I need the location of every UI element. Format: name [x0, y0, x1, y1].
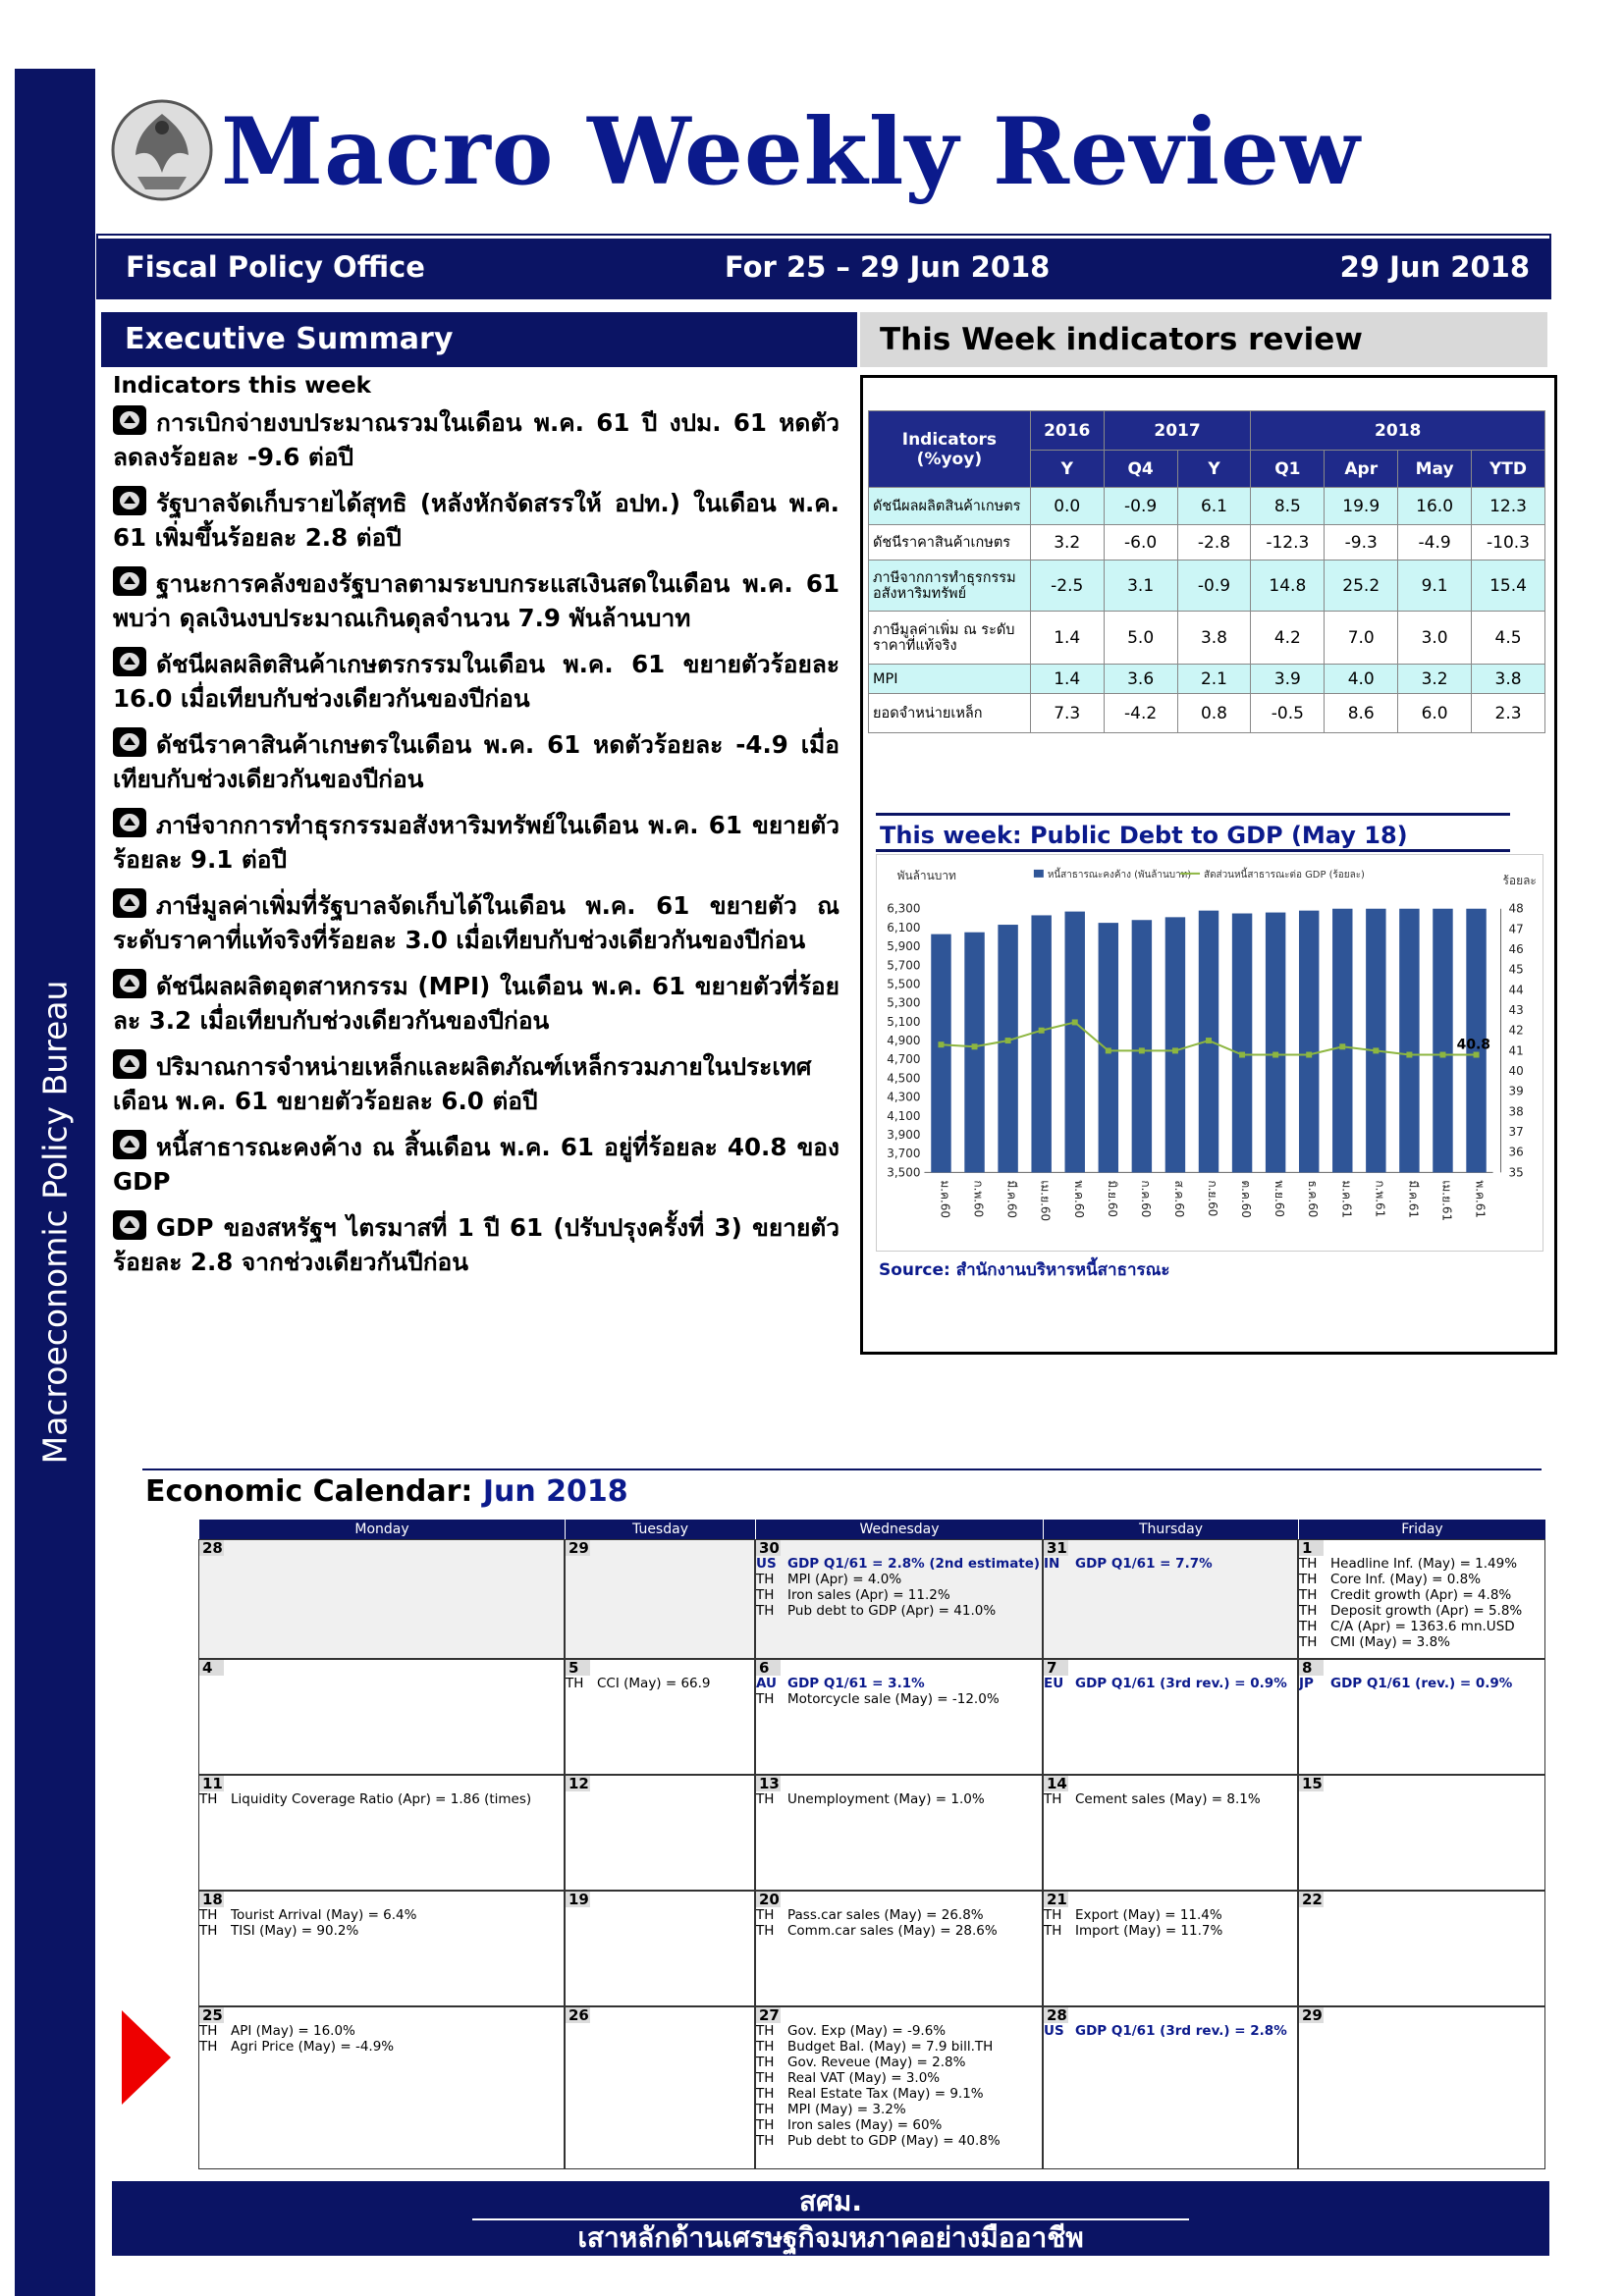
- up-arrow-bullet-icon: [113, 1049, 146, 1079]
- left-tick-label: 3,700: [887, 1147, 921, 1161]
- calendar-day-cell: [1043, 1891, 1298, 2006]
- debt-bar: [1399, 909, 1419, 1173]
- side-label: Macroeconomic Policy Bureau: [35, 980, 75, 1465]
- x-tick-label: มิ.ย.60: [1105, 1180, 1119, 1218]
- calendar-month: Jun 2018: [482, 1474, 628, 1509]
- calendar-title: Economic Calendar: Jun 2018: [145, 1474, 628, 1509]
- calendar-event: TH Budget Bal. (May) = 7.9 bill.TH: [756, 2039, 994, 2055]
- calendar-event: TH Real Estate Tax (May) = 9.1%: [756, 2086, 984, 2102]
- summary-item: GDP ของสหรัฐฯ ไตรมาสที่ 1 ปี 61 (ปรับปรุงครั้งที่ 3) ขยายตัวร้อยละ 2.8 จากช่วงเดียวกันปีก่อน: [113, 1210, 839, 1279]
- table-cell: 12.3: [1472, 488, 1545, 525]
- calendar-week: [198, 1539, 1545, 1659]
- summary-item: ดัชนีผลผลิตอุตสาหกรรม (MPI) ในเดือน พ.ค. 61 ขยายตัวที่ร้อยละ 3.2 เมื่อเทียบกับช่วงเดียวกันของปีก่อน: [113, 969, 839, 1038]
- calendar-event: TH API (May) = 16.0%: [199, 2023, 355, 2039]
- debt-ratio-point: [938, 1041, 944, 1047]
- calendar-event: JP GDP Q1/61 (rev.) = 0.9%: [1299, 1676, 1513, 1691]
- calendar-week: [198, 1891, 1545, 2006]
- period-head: Q1: [1251, 451, 1325, 488]
- table-cell: 1.4: [1030, 665, 1104, 694]
- left-tick-label: 4,100: [887, 1108, 921, 1123]
- day-number: 30: [756, 1540, 781, 1556]
- table-cell: -2.8: [1177, 525, 1251, 561]
- day-number: 25: [199, 2007, 224, 2023]
- debt-bar: [1366, 909, 1385, 1173]
- executive-summary-heading: Executive Summary: [101, 312, 857, 367]
- debt-ratio-point: [1272, 1052, 1278, 1058]
- table-cell: 3.6: [1104, 665, 1177, 694]
- calendar-event: TH Comm.car sales (May) = 28.6%: [756, 1923, 998, 1939]
- row-label: ภาษีมูลค่าเพิ่ม ณ ระดับราคาที่แท้จริง: [869, 612, 1031, 665]
- public-debt-chart: [876, 854, 1543, 1252]
- x-tick-label: ส.ค.60: [1171, 1180, 1186, 1218]
- right-tick-label: 44: [1508, 983, 1524, 997]
- up-arrow-bullet-icon: [113, 566, 146, 596]
- table-cell: 3.8: [1472, 665, 1545, 694]
- table-cell: 8.6: [1325, 694, 1398, 733]
- debt-ratio-point: [1373, 1047, 1379, 1053]
- up-arrow-bullet-icon: [113, 969, 146, 998]
- right-tick-label: 41: [1508, 1043, 1524, 1058]
- up-arrow-bullet-icon: [113, 727, 146, 757]
- up-arrow-bullet-icon: [113, 808, 146, 837]
- period-head: Y: [1030, 451, 1104, 488]
- row-label: ดัชนีผลผลิตสินค้าเกษตร: [869, 488, 1031, 525]
- calendar-rule: [142, 1468, 1542, 1470]
- debt-bar: [1299, 911, 1319, 1173]
- calendar-day-cell: [198, 1891, 565, 2006]
- calendar-event: TH Gov. Reveue (May) = 2.8%: [756, 2055, 966, 2070]
- day-number: 19: [566, 1892, 590, 1907]
- calendar-day-cell: [755, 1891, 1043, 2006]
- x-tick-label: พ.ย.60: [1272, 1180, 1287, 1218]
- table-cell: 15.4: [1472, 561, 1545, 612]
- table-cell: 3.2: [1030, 525, 1104, 561]
- debt-ratio-point: [1239, 1052, 1245, 1058]
- table-cell: 8.5: [1251, 488, 1325, 525]
- day-number: 28: [1044, 2007, 1068, 2023]
- table-cell: 14.8: [1251, 561, 1325, 612]
- debt-bar: [1433, 909, 1452, 1173]
- debt-ratio-point: [1439, 1052, 1445, 1058]
- table-label-head: Indicators (%yoy): [869, 411, 1031, 488]
- table-cell: -9.3: [1325, 525, 1398, 561]
- debt-ratio-point: [972, 1043, 978, 1049]
- calendar-day-cell: [1298, 2006, 1545, 2169]
- table-cell: -0.5: [1251, 694, 1325, 733]
- calendar-event: TH TISI (May) = 90.2%: [199, 1923, 359, 1939]
- right-tick-label: 38: [1508, 1104, 1524, 1119]
- table-cell: 7.3: [1030, 694, 1104, 733]
- footer-slogan: เสาหลักด้านเศรษฐกิจมหภาคอย่างมืออาชีพ: [577, 2221, 1084, 2254]
- calendar-day-cell: [755, 1775, 1043, 1891]
- day-number: 22: [1299, 1892, 1324, 1907]
- year-2018: 2018: [1251, 411, 1545, 451]
- left-tick-label: 6,100: [887, 920, 921, 934]
- legend-entry: หนี้สาธารณะคงค้าง (พันล้านบาท): [1047, 869, 1192, 881]
- calendar-day-cell: [1298, 1891, 1545, 2006]
- left-tick-label: 6,300: [887, 901, 921, 916]
- calendar-day-cell: [565, 1775, 755, 1891]
- calendar-day-cell: [198, 1539, 565, 1659]
- report-date: 29 Jun 2018: [1339, 250, 1530, 284]
- table-row: [869, 665, 1545, 694]
- right-tick-label: 48: [1508, 901, 1524, 916]
- x-tick-label: ก.ย.60: [1206, 1180, 1220, 1217]
- row-label: ดัชนีราคาสินค้าเกษตร: [869, 525, 1031, 561]
- calendar-event: TH Real VAT (May) = 3.0%: [756, 2070, 941, 2086]
- x-tick-label: ก.พ.61: [1373, 1180, 1387, 1218]
- footer-bar: [112, 2181, 1549, 2256]
- calendar-day-cell: [1043, 2006, 1298, 2169]
- table-cell: 4.0: [1325, 665, 1398, 694]
- left-axis-label: พันล้านบาท: [896, 868, 956, 882]
- calendar-event: TH Agri Price (May) = -4.9%: [199, 2039, 395, 2055]
- current-week-arrow-icon: [122, 2010, 171, 2105]
- calendar-day-cell: [565, 1659, 755, 1775]
- debt-bar: [931, 934, 950, 1173]
- debt-bar: [1132, 920, 1152, 1172]
- calendar-event: TH C/A (Apr) = 1363.6 mn.USD: [1299, 1619, 1515, 1634]
- debt-ratio-point: [1306, 1052, 1312, 1058]
- table-cell: 5.0: [1104, 612, 1177, 665]
- calendar-day-header: [198, 1520, 1545, 1539]
- year-2017: 2017: [1104, 411, 1251, 451]
- table-row: [869, 561, 1545, 612]
- x-tick-label: ต.ค.60: [1239, 1180, 1254, 1218]
- row-label: MPI: [869, 665, 1031, 694]
- debt-ratio-point: [1039, 1028, 1045, 1034]
- day-number: 6: [756, 1660, 781, 1676]
- row-label: ภาษีจากการทำธุรกรรมอสังหาริมทรัพย์: [869, 561, 1031, 612]
- right-tick-label: 35: [1508, 1165, 1524, 1180]
- row-label: ยอดจำหน่ายเหล็ก: [869, 694, 1031, 733]
- summary-list: [113, 405, 839, 1291]
- left-tick-label: 5,900: [887, 939, 921, 954]
- calendar-week: [198, 1659, 1545, 1775]
- right-tick-label: 39: [1508, 1084, 1524, 1098]
- debt-bar: [998, 925, 1017, 1172]
- debt-bar: [1232, 914, 1252, 1173]
- debt-bar: [1099, 923, 1118, 1172]
- up-arrow-bullet-icon: [113, 888, 146, 918]
- year-2016: 2016: [1030, 411, 1104, 451]
- day-number: 28: [199, 1540, 224, 1556]
- table-row: [869, 612, 1545, 665]
- left-tick-label: 5,100: [887, 1014, 921, 1029]
- table-cell: 6.1: [1177, 488, 1251, 525]
- calendar-week: [198, 1775, 1545, 1891]
- calendar-day-cell: [1043, 1659, 1298, 1775]
- up-arrow-bullet-icon: [113, 486, 146, 515]
- up-arrow-bullet-icon: [113, 1210, 146, 1240]
- up-arrow-bullet-icon: [113, 647, 146, 676]
- calendar-day-cell: [755, 1539, 1043, 1659]
- table-cell: 2.1: [1177, 665, 1251, 694]
- day-number: 5: [566, 1660, 590, 1676]
- calendar-event: TH CMI (May) = 3.8%: [1299, 1634, 1450, 1650]
- period-head: Q4: [1104, 451, 1177, 488]
- calendar-day-cell: [198, 1659, 565, 1775]
- calendar-event: TH Iron sales (May) = 60%: [756, 2117, 943, 2133]
- calendar-day-cell: [565, 1539, 755, 1659]
- calendar-event: TH MPI (May) = 3.2%: [756, 2102, 906, 2117]
- table-cell: 3.0: [1398, 612, 1472, 665]
- x-tick-label: ก.ค.60: [1138, 1180, 1153, 1218]
- day-number: 31: [1044, 1540, 1068, 1556]
- left-tick-label: 5,500: [887, 977, 921, 991]
- debt-ratio-point: [1106, 1047, 1111, 1053]
- debt-ratio-point: [1005, 1038, 1011, 1043]
- table-cell: 3.2: [1398, 665, 1472, 694]
- day-number: 7: [1044, 1660, 1068, 1676]
- calendar-day-cell: [565, 2006, 755, 2169]
- calendar-day-cell: [198, 2006, 565, 2169]
- table-cell: 6.0: [1398, 694, 1472, 733]
- summary-item: ดัชนีผลผลิตสินค้าเกษตรกรรมในเดือน พ.ค. 61 ขยายตัวร้อยละ 16.0 เมื่อเทียบกับช่วงเดียวกันของปีก่อน: [113, 647, 839, 716]
- period-head: YTD: [1472, 451, 1545, 488]
- debt-bar: [1165, 917, 1185, 1172]
- calendar-day-cell: [1298, 1659, 1545, 1775]
- table-row: [869, 488, 1545, 525]
- table-cell: 1.4: [1030, 612, 1104, 665]
- table-cell: 25.2: [1325, 561, 1398, 612]
- x-tick-label: เม.ย.61: [1439, 1180, 1454, 1222]
- calendar-event: US GDP Q1/61 (3rd rev.) = 2.8%: [1044, 2023, 1287, 2039]
- calendar-event: TH Credit growth (Apr) = 4.8%: [1299, 1587, 1512, 1603]
- right-tick-label: 45: [1508, 962, 1524, 977]
- office-name: Fiscal Policy Office: [126, 250, 425, 284]
- day-number: 21: [1044, 1892, 1068, 1907]
- header-bar: [98, 236, 1549, 297]
- calendar-event: TH Headline Inf. (May) = 1.49%: [1299, 1556, 1518, 1572]
- indicators-subheading: Indicators this week: [113, 373, 371, 399]
- table-row: [869, 525, 1545, 561]
- day-number: 20: [756, 1892, 781, 1907]
- table-cell: 16.0: [1398, 488, 1472, 525]
- table-cell: -4.2: [1104, 694, 1177, 733]
- debt-ratio-point: [1206, 1038, 1212, 1043]
- table-cell: 3.9: [1251, 665, 1325, 694]
- weekday-label: Monday: [198, 1520, 565, 1539]
- day-number: 11: [199, 1776, 224, 1791]
- table-cell: 3.8: [1177, 612, 1251, 665]
- calendar-event: TH Iron sales (Apr) = 11.2%: [756, 1587, 950, 1603]
- table-cell: -0.9: [1104, 488, 1177, 525]
- period-head: Apr: [1325, 451, 1398, 488]
- table-cell: -4.9: [1398, 525, 1472, 561]
- debt-ratio-point: [1072, 1019, 1078, 1025]
- indicators-table: [868, 410, 1545, 733]
- x-tick-label: พ.ค.61: [1473, 1180, 1488, 1218]
- table-cell: 19.9: [1325, 488, 1398, 525]
- day-number: 15: [1299, 1776, 1324, 1791]
- weekday-label: Wednesday: [755, 1520, 1043, 1539]
- indicators-review-heading: This Week indicators review: [860, 312, 1547, 367]
- table-cell: 3.1: [1104, 561, 1177, 612]
- calendar-day-cell: [1043, 1539, 1298, 1659]
- day-number: 26: [566, 2007, 590, 2023]
- calendar-event: TH Pass.car sales (May) = 26.8%: [756, 1907, 984, 1923]
- weekday-label: Friday: [1298, 1520, 1545, 1539]
- calendar-event: TH Cement sales (May) = 8.1%: [1044, 1791, 1261, 1807]
- calendar-event: TH Core Inf. (May) = 0.8%: [1299, 1572, 1482, 1587]
- debt-bar: [1031, 915, 1051, 1172]
- calendar-event: IN GDP Q1/61 = 7.7%: [1044, 1556, 1213, 1572]
- calendar-event: TH Unemployment (May) = 1.0%: [756, 1791, 985, 1807]
- chart-source: Source: สำนักงานบริหารหนี้สาธารณะ: [879, 1260, 1170, 1280]
- calendar-day-cell: [1298, 1539, 1545, 1659]
- calendar-day-cell: [1298, 1775, 1545, 1891]
- period-head: Y: [1177, 451, 1251, 488]
- right-tick-label: 46: [1508, 942, 1524, 957]
- calendar-event: TH Deposit growth (Apr) = 5.8%: [1299, 1603, 1523, 1619]
- table-cell: -10.3: [1472, 525, 1545, 561]
- calendar-event: TH Tourist Arrival (May) = 6.4%: [199, 1907, 417, 1923]
- left-tick-label: 4,300: [887, 1090, 921, 1104]
- table-row: [869, 694, 1545, 733]
- table-cell: 9.1: [1398, 561, 1472, 612]
- table-cell: -0.9: [1177, 561, 1251, 612]
- debt-bar: [1266, 913, 1285, 1173]
- day-number: 27: [756, 2007, 781, 2023]
- left-tick-label: 4,900: [887, 1034, 921, 1048]
- calendar-event: TH Pub debt to GDP (May) = 40.8%: [756, 2133, 1001, 2149]
- table-cell: 0.0: [1030, 488, 1104, 525]
- day-number: 12: [566, 1776, 590, 1791]
- calendar-event: EU GDP Q1/61 (3rd rev.) = 0.9%: [1044, 1676, 1287, 1691]
- right-tick-label: 40: [1508, 1064, 1524, 1079]
- calendar-event: TH MPI (Apr) = 4.0%: [756, 1572, 902, 1587]
- debt-ratio-point: [1172, 1047, 1178, 1053]
- summary-item: ปริมาณการจำหน่ายเหล็กและผลิตภัณฑ์เหล็กรวมภายในประเทศ เดือน พ.ค. 61 ขยายตัวร้อยละ 6.0 ต่อปี: [113, 1049, 839, 1118]
- summary-item: ดัชนีราคาสินค้าเกษตรในเดือน พ.ค. 61 หดตัวร้อยละ -4.9 เมื่อเทียบกับช่วงเดียวกันของปีก่อน: [113, 727, 839, 796]
- footer-org: สศม.: [799, 2185, 862, 2217]
- x-tick-label: ก.พ.60: [971, 1180, 986, 1218]
- calendar-day-cell: [1043, 1775, 1298, 1891]
- day-number: 1: [1299, 1540, 1324, 1556]
- debt-ratio-point: [1339, 1043, 1345, 1049]
- table-cell: 7.0: [1325, 612, 1398, 665]
- day-number: 13: [756, 1776, 781, 1791]
- table-cell: 0.8: [1177, 694, 1251, 733]
- calendar-event: TH Liquidity Coverage Ratio (Apr) = 1.86 (times): [199, 1791, 532, 1807]
- calendar-event: TH Import (May) = 11.7%: [1044, 1923, 1223, 1939]
- legend-entry: สัดส่วนหนี้สาธารณะต่อ GDP (ร้อยละ): [1204, 869, 1365, 881]
- debt-bar: [1065, 912, 1085, 1173]
- calendar-day-cell: [565, 1891, 755, 2006]
- summary-item: ภาษีจากการทำธุรกรรมอสังหาริมทรัพย์ในเดือน พ.ค. 61 ขยายตัว ร้อยละ 9.1 ต่อปี: [113, 808, 839, 877]
- left-tick-label: 5,700: [887, 958, 921, 973]
- right-tick-label: 47: [1508, 922, 1524, 936]
- right-tick-label: 37: [1508, 1125, 1524, 1140]
- debt-chart-title: This week: Public Debt to GDP (May 18): [876, 813, 1510, 852]
- last-value-label: 40.8: [1456, 1037, 1490, 1053]
- period-head: May: [1398, 451, 1472, 488]
- summary-item: การเบิกจ่ายงบประมาณรวมในเดือน พ.ค. 61 ปี งปม. 61 หดตัวลดลงร้อยละ -9.6 ต่อปี: [113, 405, 839, 474]
- summary-item: รัฐบาลจัดเก็บรายได้สุทธิ (หลังหักจัดสรรให้ อปท.) ในเดือน พ.ค. 61 เพิ่มขึ้นร้อยละ 2.8 ต่อปี: [113, 486, 839, 555]
- x-tick-label: ม.ค.61: [1339, 1180, 1354, 1218]
- x-tick-label: มี.ค.60: [1004, 1180, 1019, 1218]
- left-tick-label: 3,500: [887, 1165, 921, 1180]
- day-number: 18: [199, 1892, 224, 1907]
- table-cell: -6.0: [1104, 525, 1177, 561]
- table-cell: -2.5: [1030, 561, 1104, 612]
- side-bar: [15, 69, 95, 2296]
- calendar-event: AU GDP Q1/61 = 3.1%: [756, 1676, 925, 1691]
- calendar-event: TH Motorcycle sale (May) = -12.0%: [756, 1691, 1000, 1707]
- day-number: 29: [566, 1540, 590, 1556]
- table-cell: 2.3: [1472, 694, 1545, 733]
- x-tick-label: ม.ค.60: [938, 1180, 952, 1218]
- calendar-day-cell: [755, 2006, 1043, 2169]
- left-tick-label: 4,500: [887, 1071, 921, 1086]
- x-tick-label: เม.ย.60: [1038, 1180, 1053, 1222]
- x-tick-label: ธ.ค.60: [1306, 1180, 1321, 1218]
- left-tick-label: 4,700: [887, 1052, 921, 1067]
- left-tick-label: 3,900: [887, 1127, 921, 1142]
- summary-item: ฐานะการคลังของรัฐบาลตามระบบกระแสเงินสดในเดือน พ.ค. 61 พบว่า ดุลเงินงบประมาณเกินดุลจำนวน 7.9 พันล้านบาท: [113, 566, 839, 635]
- day-number: 4: [199, 1660, 224, 1676]
- economic-calendar: [198, 1520, 1545, 2169]
- right-tick-label: 43: [1508, 1003, 1524, 1018]
- calendar-day-cell: [198, 1775, 565, 1891]
- calendar-event: TH Gov. Exp (May) = -9.6%: [756, 2023, 947, 2039]
- table-cell: -12.3: [1251, 525, 1325, 561]
- x-tick-label: พ.ค.60: [1071, 1180, 1086, 1218]
- calendar-event: TH Export (May) = 11.4%: [1044, 1907, 1222, 1923]
- page-title: Macro Weekly Review: [221, 98, 1361, 206]
- weekday-label: Tuesday: [565, 1520, 755, 1539]
- x-tick-label: มี.ค.61: [1406, 1180, 1421, 1218]
- debt-bar: [964, 933, 984, 1173]
- day-number: 8: [1299, 1660, 1324, 1676]
- debt-ratio-point: [1139, 1047, 1145, 1053]
- summary-item: ภาษีมูลค่าเพิ่มที่รัฐบาลจัดเก็บได้ในเดือน พ.ค. 61 ขยายตัว ณ ระดับราคาที่แท้จริงที่ร้อยละ 3.0 เมื่อเทียบกับช่วงเดียวกันของปีก่อน: [113, 888, 839, 957]
- debt-bar: [1332, 909, 1352, 1173]
- calendar-event: TH CCI (May) = 66.9: [566, 1676, 711, 1691]
- day-number: 14: [1044, 1776, 1068, 1791]
- table-cell: 4.2: [1251, 612, 1325, 665]
- right-tick-label: 36: [1508, 1145, 1524, 1159]
- legend-bar-swatch: [1034, 870, 1044, 878]
- up-arrow-bullet-icon: [113, 405, 146, 435]
- weekday-label: Thursday: [1043, 1520, 1298, 1539]
- summary-item: หนี้สาธารณะคงค้าง ณ สิ้นเดือน พ.ค. 61 อยู่ที่ร้อยละ 40.8 ของ GDP: [113, 1130, 839, 1199]
- up-arrow-bullet-icon: [113, 1130, 146, 1159]
- debt-ratio-point: [1406, 1052, 1412, 1058]
- table-cell: 4.5: [1472, 612, 1545, 665]
- report-period: For 25 – 29 Jun 2018: [725, 250, 1051, 284]
- left-tick-label: 5,300: [887, 995, 921, 1010]
- garuda-emblem: [108, 96, 216, 204]
- day-number: 29: [1299, 2007, 1324, 2023]
- calendar-day-cell: [755, 1659, 1043, 1775]
- right-tick-label: 42: [1508, 1023, 1524, 1038]
- calendar-event: US GDP Q1/61 = 2.8% (2nd estimate): [756, 1556, 1041, 1572]
- right-axis-label: ร้อยละ: [1502, 873, 1537, 887]
- calendar-week: [198, 2006, 1545, 2169]
- calendar-event: TH Pub debt to GDP (Apr) = 41.0%: [756, 1603, 997, 1619]
